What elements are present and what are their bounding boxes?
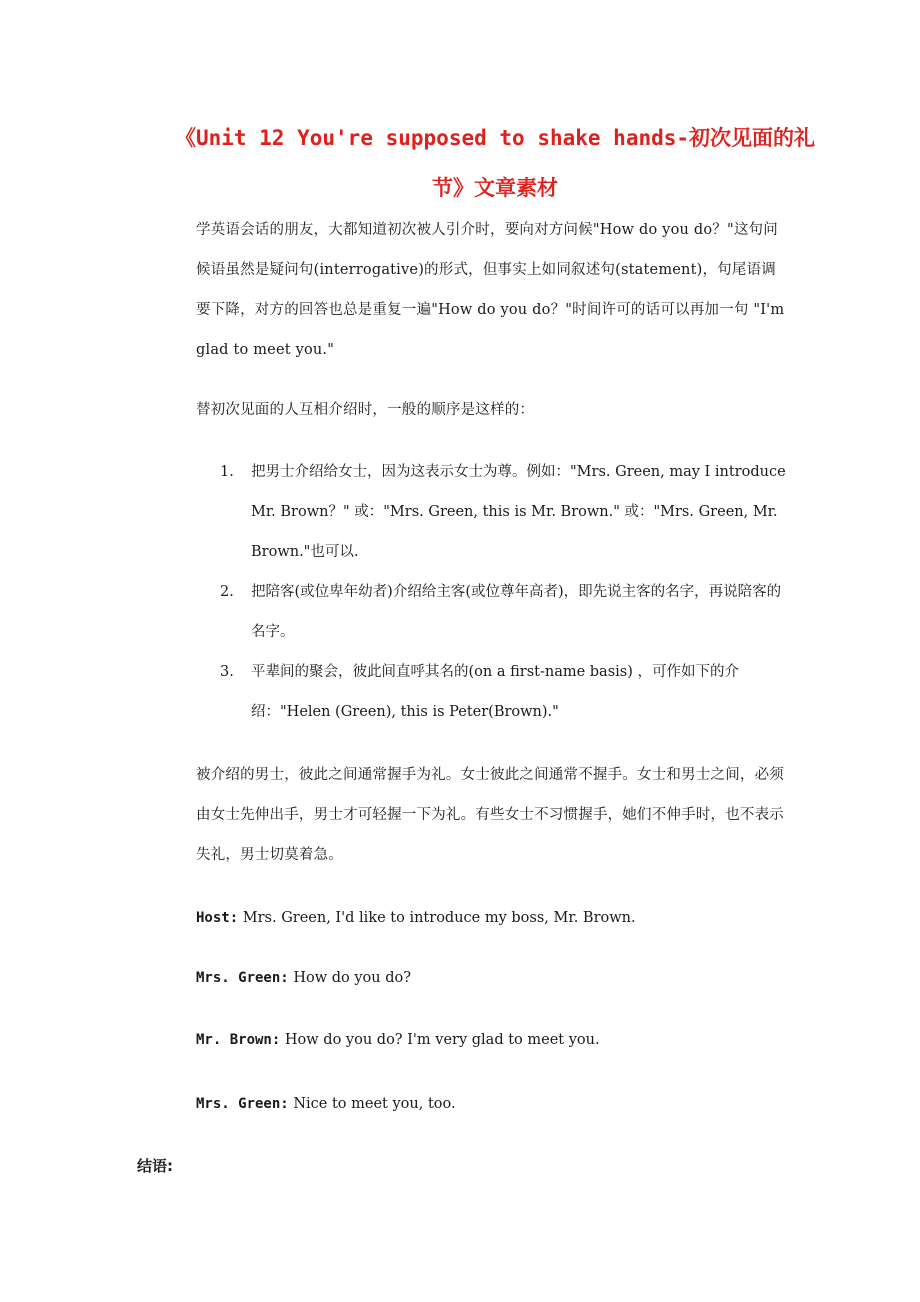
document-title-line-2: 节》文章素材: [432, 176, 558, 200]
dialogue-text: How do you do?: [288, 970, 411, 986]
list-item-number: 2.: [220, 584, 234, 600]
dialogue-line: [196, 1032, 600, 1048]
order-intro-paragraph: 替初次见面的人互相介绍时，一般的顺序是这样的：: [196, 402, 535, 418]
dialogue-speaker: Mrs. Green:: [196, 1096, 289, 1112]
conclusion-label: 结语:: [137, 1157, 173, 1175]
list-item: [220, 652, 788, 732]
introduction-order-list: [220, 452, 788, 732]
list-item-text: 平辈间的聚会，彼此间直呼其名的(on a first-name basis) ，可作如下的介绍："Helen (Green), this is Peter(Brown).": [251, 664, 739, 720]
dialogue-speaker: Mr. Brown:: [196, 1032, 281, 1048]
handshake-paragraph: 被介绍的男士，彼此之间通常握手为礼。女士彼此之间通常不握手。女士和男士之间，必须由女士先伸出手，男士才可轻握一下为礼。有些女士不习惯握手，她们不伸手时，也不表示失礼，男士切莫着急。: [196, 767, 784, 863]
list-item: [220, 572, 788, 652]
intro-paragraph: 学英语会话的朋友，大都知道初次被人引介时，要向对方问候"How do you do？"这句问候语虽然是疑问句(interrogative)的形式，但事实上如同叙述句(statement)，句尾语调要下降，对方的回答也总是重复一遍"How do you do？"时间许可的话可以再加一句 "I'm glad to meet you.": [196, 222, 785, 358]
list-item: [220, 452, 788, 572]
dialogue-speaker: Mrs. Green:: [196, 970, 289, 986]
dialogue-line: [196, 910, 636, 926]
dialogue-text: Mrs. Green, I'd like to introduce my boss, Mr. Brown.: [238, 910, 636, 926]
dialogue-line: [196, 1096, 456, 1112]
dialogue-line: [196, 970, 411, 986]
document-title-line-1: 《Unit 12 You're supposed to shake hands-初次见面的礼: [174, 126, 816, 150]
list-item-text: 把陪客(或位卑年幼者)介绍给主客(或位尊年高者)，即先说主客的名字，再说陪客的名字。: [251, 584, 782, 640]
dialogue-speaker: Host:: [196, 910, 239, 926]
list-item-number: 3.: [220, 664, 234, 680]
list-item-number: 1.: [220, 464, 234, 480]
dialogue-text: How do you do? I'm very glad to meet you.: [280, 1032, 600, 1048]
list-item-text: 把男士介绍给女士，因为这表示女士为尊。例如："Mrs. Green, may I introduce Mr. Brown？" 或："Mrs. Green, this is Mr. Brown." 或："Mrs. Green, Mr. Brown."也可以.: [251, 464, 786, 560]
dialogue-text: Nice to meet you, too.: [288, 1096, 456, 1112]
